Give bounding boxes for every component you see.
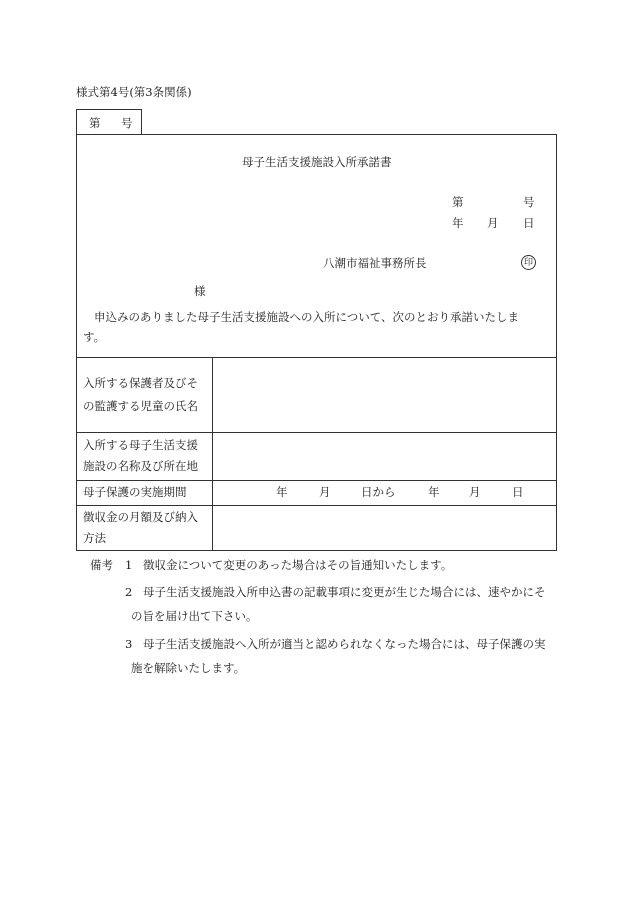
date-year: 年 <box>452 216 464 230</box>
period-start-month: 月 <box>319 485 331 499</box>
period-start-year: 年 <box>276 485 288 499</box>
note-3-number: 3 <box>125 637 133 651</box>
form-label: 様式第4号(第3条関係) <box>76 85 192 99</box>
seal-mark-icon: 印 <box>521 255 536 270</box>
note-1-number: 1 <box>125 558 133 572</box>
number-box-go: 号 <box>121 116 133 130</box>
date-day: 日 <box>523 216 535 230</box>
period-end-year: 年 <box>428 485 440 499</box>
body-line-1: 申込みのありました母子生活支援施設への入所について、次のとおり承諾いたしま <box>94 310 520 324</box>
doc-number-dai: 第 <box>452 195 464 209</box>
note-2-text: 母子生活支援施設入所申込書の記載事項に変更が生じた場合には、速やかにそ <box>143 585 546 599</box>
row1-label-line2: の監護する児童の氏名 <box>83 399 198 413</box>
document-title: 母子生活支援施設入所承諾書 <box>242 155 392 169</box>
row3-label: 母子保護の実施期間 <box>83 485 187 499</box>
table-column-divider <box>212 357 213 550</box>
number-box-dai: 第 <box>89 116 101 130</box>
row2-label-line1: 入所する母子生活支援 <box>83 438 198 452</box>
note-2-text-cont: の旨を届け出て下さい。 <box>131 609 258 623</box>
date-month: 月 <box>487 216 499 230</box>
row4-label-line2: 方法 <box>83 531 106 545</box>
note-1-text: 徴収金について変更のあった場合はその旨通知いたします。 <box>143 558 453 572</box>
row1-label-line1: 入所する保護者及びそ <box>83 376 198 390</box>
note-3-text-cont: 施を解除いたします。 <box>131 661 246 675</box>
note-2-number: 2 <box>125 585 133 599</box>
issuer-name: 八潮市福祉事務所長 <box>323 256 427 270</box>
note-3-text: 母子生活支援施設へ入所が適当と認められなくなった場合には、母子保護の実 <box>143 637 546 651</box>
doc-number-go: 号 <box>523 195 535 209</box>
period-end-day: 日 <box>512 485 524 499</box>
period-start-day-from: 日から <box>361 485 396 499</box>
table-row-divider <box>76 432 557 433</box>
row4-label-line1: 徴収金の月額及び納入 <box>83 510 198 524</box>
period-end-month: 月 <box>469 485 481 499</box>
table-top-border <box>76 357 557 358</box>
number-box <box>76 109 142 135</box>
addressee-suffix: 様 <box>194 284 206 298</box>
notes-heading: 備考 <box>90 558 113 572</box>
row2-label-line2: 施設の名称及び所在地 <box>83 459 198 473</box>
body-line-2: す。 <box>83 330 106 344</box>
